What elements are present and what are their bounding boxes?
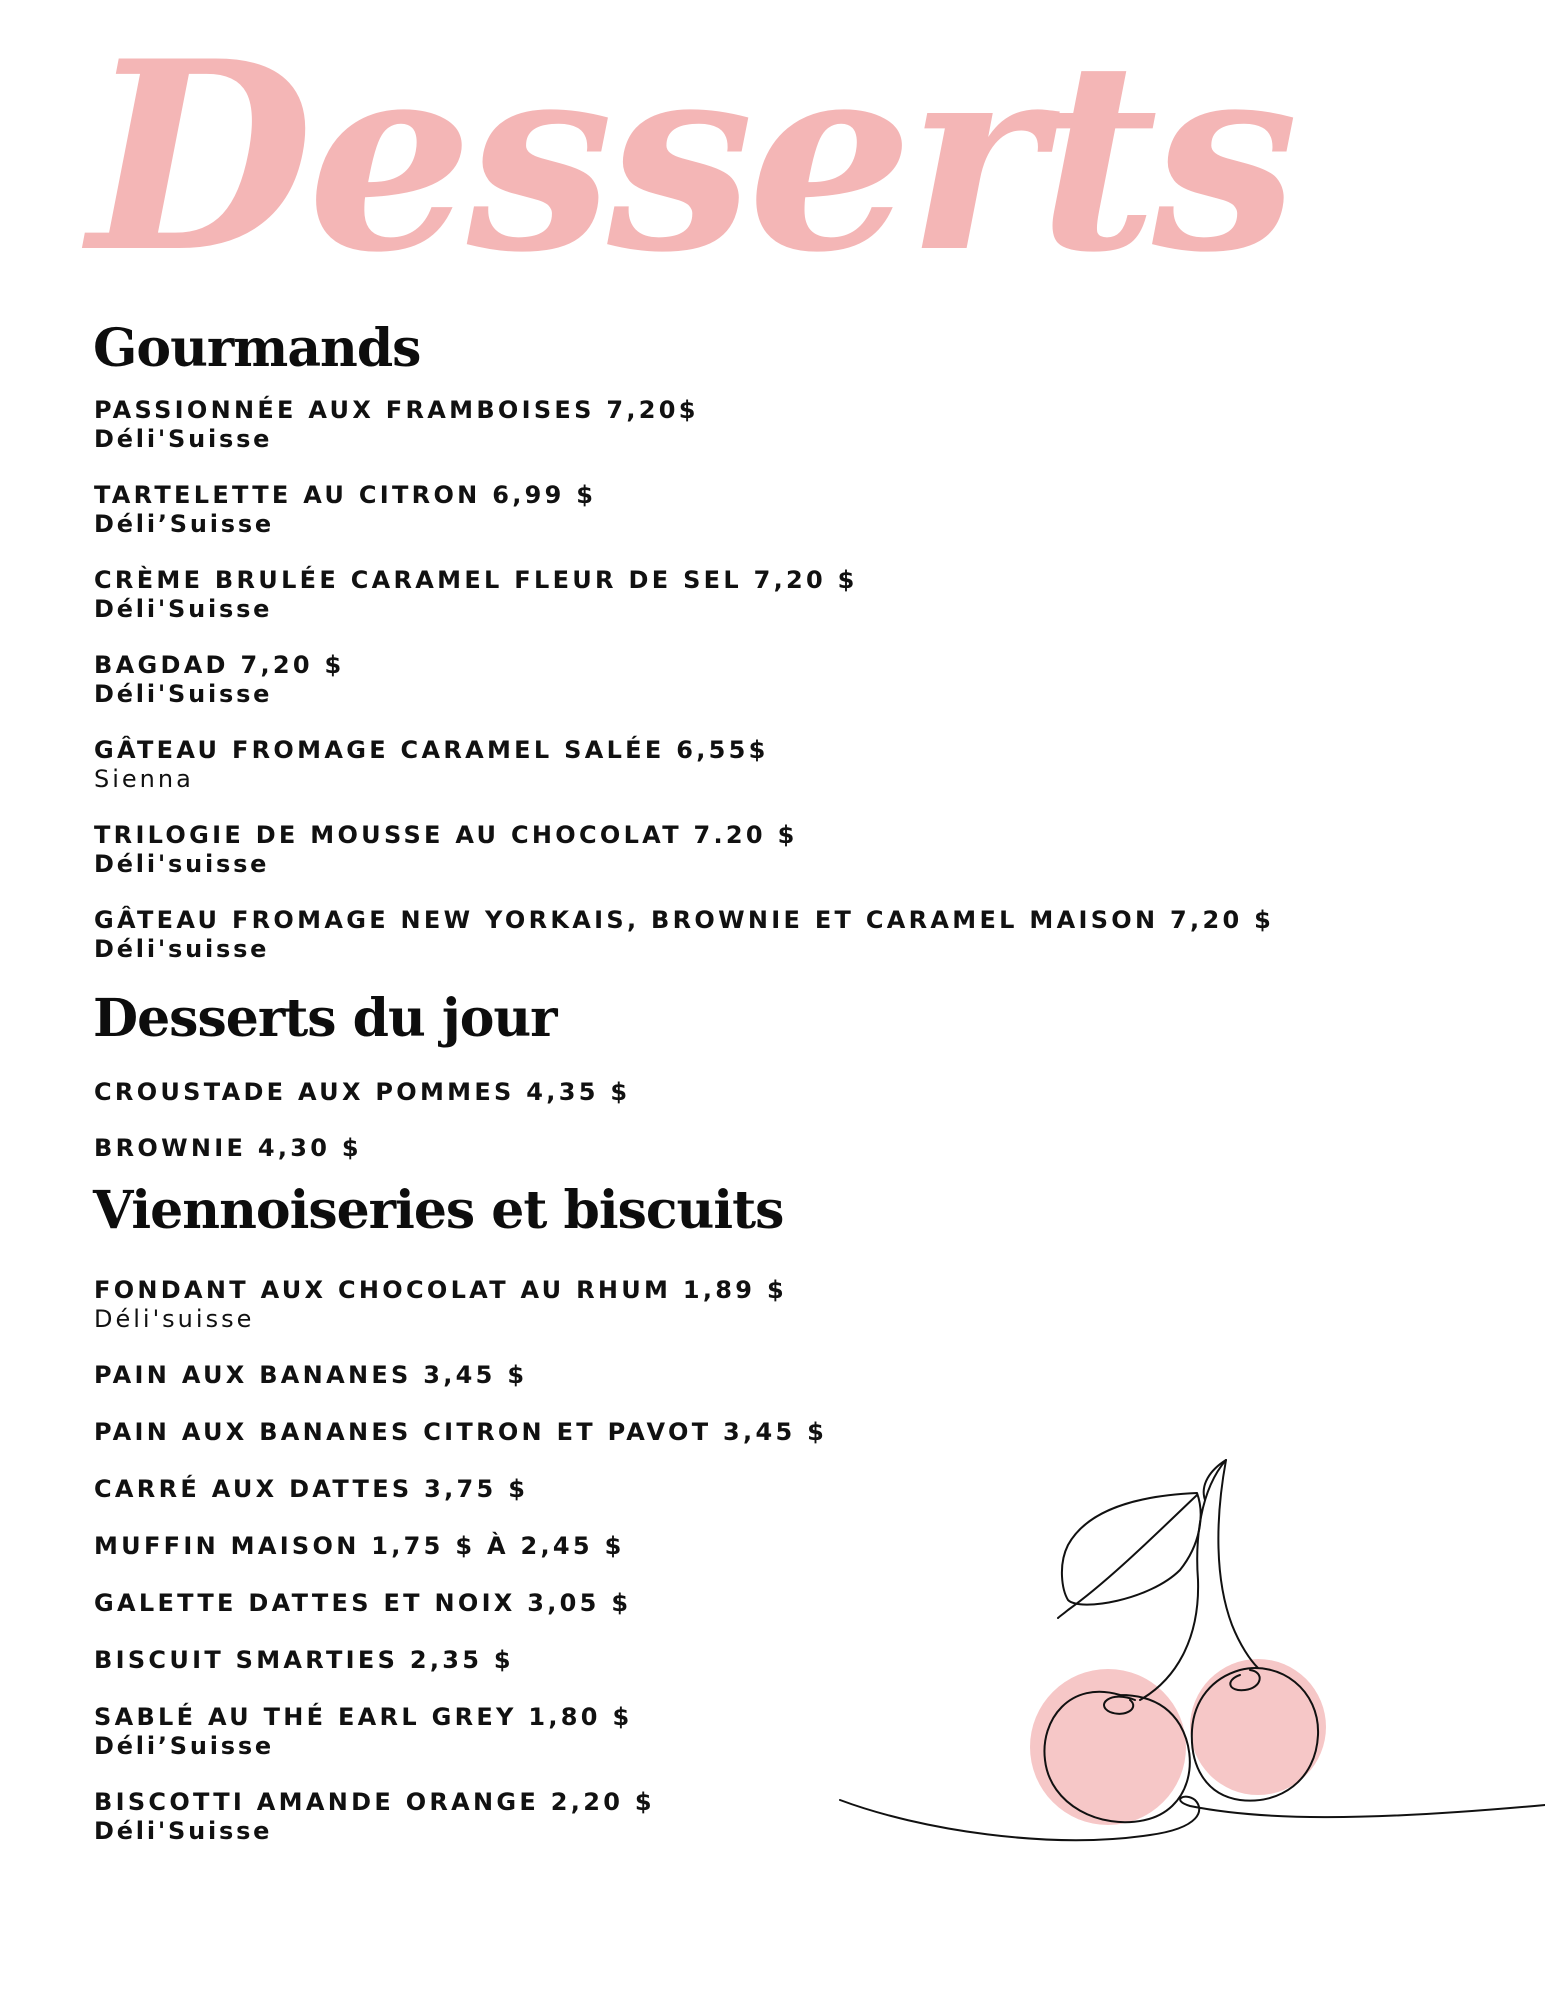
section-heading-desserts-du-jour: Desserts du jour — [93, 988, 557, 1049]
menu-item — [94, 1418, 827, 1446]
stem-main — [1140, 1460, 1226, 1700]
item-supplier: Déli’Suisse — [94, 1732, 275, 1760]
menu-item — [94, 1078, 630, 1106]
menu-item — [94, 481, 596, 539]
page-title — [88, 0, 1293, 310]
menu-item — [94, 1276, 787, 1334]
item-name: GÂTEAU FROMAGE NEW YORKAIS, BROWNIE ET CARAMEL MAISON 7,20 $ — [94, 906, 1275, 934]
title-script — [88, 0, 1293, 310]
item-supplier: Sienna — [94, 765, 194, 793]
item-name: PASSIONNÉE AUX FRAMBOISES 7,20$ — [94, 396, 699, 424]
item-name: FONDANT AUX CHOCOLAT AU RHUM 1,89 $ — [94, 1276, 787, 1304]
item-name: BROWNIE 4,30 $ — [94, 1134, 362, 1162]
menu-item — [94, 1646, 514, 1674]
menu-item — [94, 1703, 632, 1761]
title-text: Desserts — [88, 5, 1293, 310]
item-supplier: Déli'Suisse — [94, 425, 273, 453]
leaf-vein — [1058, 1495, 1197, 1618]
cherries-illustration — [835, 1450, 1545, 1870]
item-name: PAIN AUX BANANES CITRON ET PAVOT 3,45 $ — [94, 1418, 828, 1446]
item-name: CROUSTADE AUX POMMES 4,35 $ — [94, 1078, 631, 1106]
menu-item — [94, 1532, 625, 1560]
section-heading-gourmands: Gourmands — [93, 318, 421, 379]
menu-item — [94, 1361, 527, 1389]
item-name: PAIN AUX BANANES 3,45 $ — [94, 1361, 528, 1389]
item-name: BAGDAD 7,20 $ — [94, 651, 345, 679]
item-supplier: Déli’Suisse — [94, 510, 275, 538]
menu-item — [94, 396, 699, 454]
item-supplier: Déli'Suisse — [94, 595, 273, 623]
item-name: BISCUIT SMARTIES 2,35 $ — [94, 1646, 514, 1674]
item-name: MUFFIN MAISON 1,75 $ À 2,45 $ — [94, 1532, 625, 1560]
item-name: TARTELETTE AU CITRON 6,99 $ — [94, 481, 597, 509]
ground-line — [840, 1797, 1545, 1840]
menu-item — [94, 906, 1274, 964]
item-name: CRÈME BRULÉE CARAMEL FLEUR DE SEL 7,20 $ — [94, 566, 858, 594]
item-name: GALETTE DATTES ET NOIX 3,05 $ — [94, 1589, 632, 1617]
menu-item — [94, 1134, 362, 1162]
menu-item — [94, 1788, 655, 1846]
item-name: CARRÉ AUX DATTES 3,75 $ — [94, 1475, 529, 1503]
item-name: GÂTEAU FROMAGE CARAMEL SALÉE 6,55$ — [94, 736, 769, 764]
menu-item — [94, 651, 345, 709]
section-heading-viennoiseries: Viennoiseries et biscuits — [93, 1180, 784, 1241]
item-supplier: Déli'suisse — [94, 935, 270, 963]
item-name: TRILOGIE DE MOUSSE AU CHOCOLAT 7.20 $ — [94, 821, 798, 849]
menu-item — [94, 1589, 631, 1617]
item-supplier: Déli'suisse — [94, 850, 270, 878]
stem-right — [1218, 1460, 1258, 1668]
item-name: SABLÉ AU THÉ EARL GREY 1,80 $ — [94, 1703, 633, 1731]
item-name: BISCOTTI AMANDE ORANGE 2,20 $ — [94, 1788, 655, 1816]
menu-item — [94, 736, 769, 794]
menu-item — [94, 821, 798, 879]
item-supplier: Déli'Suisse — [94, 1817, 273, 1845]
item-supplier: Déli'Suisse — [94, 680, 273, 708]
menu-item — [94, 1475, 528, 1503]
menu-item — [94, 566, 858, 624]
leaf-outline — [1062, 1493, 1201, 1605]
item-supplier: Déli'suisse — [94, 1305, 255, 1333]
